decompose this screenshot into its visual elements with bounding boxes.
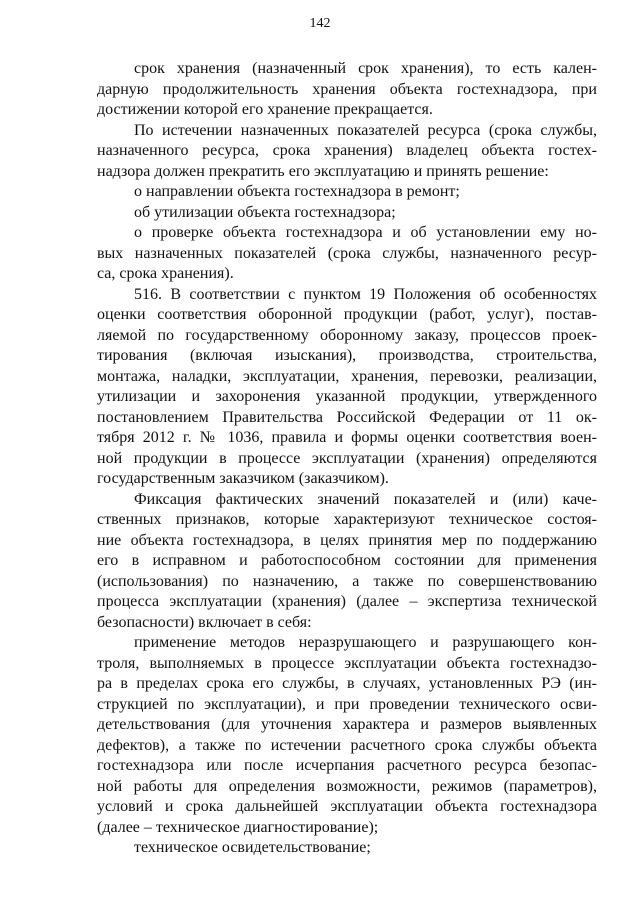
text-line: (далее – техническое диагностирование); (97, 818, 379, 836)
text-line: о направлении объекта гостехнадзора в ремонт; (134, 183, 460, 200)
text-line: тября 2012 г. № 1036, правила и формы оценки соответствия воен- (97, 429, 597, 446)
text-line: монтажа, наладки, эксплуатации, хранения, перевозки, реализации, (97, 367, 597, 385)
text-line: утилизации и захоронения указанной продукции, утвержденного (97, 388, 597, 405)
text-line: процесса эксплуатации (хранения) (далее – экспертиза технической (97, 593, 597, 610)
text-line: надзора должен прекратить его эксплуатацию и принять решение: (97, 162, 549, 180)
text-line: троля, выполняемых в процессе эксплуатации объекта гостехнадзо- (97, 654, 597, 672)
text-line: По истечении назначенных показателей ресурса (срока службы, (134, 121, 597, 139)
text-line: 516. В соответствии с пунктом 19 Положения об особенностях (134, 285, 597, 303)
text-line: срок хранения (назначенный срок хранения), то есть кален- (134, 60, 597, 77)
text-line: об утилизации объекта гостехнадзора; (134, 203, 396, 221)
text-line: ной работы для определения возможности, режимов (параметров), (97, 777, 597, 795)
text-line: условий и срока дальнейшей эксплуатации объекта гостехнадзора (97, 798, 597, 815)
text-line: тирования (включая изыскания), производства, строительства, (97, 347, 597, 364)
text-line: применение методов неразрушающего и разрушающего кон- (134, 634, 597, 651)
text-line: детельствования (для уточнения характера и размеров выявленных (97, 716, 597, 733)
text-line: ние объекта гостехнадзора, в целях принятия мер по поддержанию (97, 531, 597, 549)
text-line: гостехнадзора или после исчерпания расчетного ресурса безопас- (97, 757, 597, 774)
text-line: ственных признаков, которые характеризуют техническое состоя- (97, 511, 597, 528)
text-line: государственным заказчиком (заказчиком). (97, 470, 389, 487)
text-line: струкцией по эксплуатации), и при проведении технического осви- (97, 695, 597, 713)
text-line: оценки соответствия оборонной продукции (работ, услуг), постав- (97, 306, 597, 323)
text-line: ра в пределах срока его службы, в случаях, установленных РЭ (ин- (97, 675, 597, 692)
text-line: постановлением Правительства Российской Федерации от 11 ок- (97, 408, 597, 426)
text-line: безопасности) включает в себя: (97, 613, 312, 631)
text-line: дефектов), а также по истечении расчетного срока службы объекта (97, 736, 597, 754)
text-line: са, срока хранения). (97, 265, 234, 282)
page-number: 142 (309, 16, 331, 31)
text-line: о проверке объекта гостехнадзора и об установлении ему но- (134, 224, 597, 241)
text-line: ной продукции в процессе эксплуатации (хранения) определяются (97, 449, 597, 467)
text-line: дарную продолжительность хранения объекта гостехнадзора, при (97, 80, 597, 98)
text-line: достижении которой его хранение прекращается. (97, 101, 433, 118)
text-line: его в исправном и работоспособном состоянии для применения (97, 552, 597, 569)
text-line: техническое освидетельствование; (134, 839, 371, 856)
body-text (97, 59, 597, 859)
text-line: Фиксация фактических значений показателей и (или) каче- (134, 490, 597, 508)
text-line: (использования) по назначению, а также по совершенствованию (97, 572, 597, 590)
text-line: вых назначенных показателей (срока службы, назначенного ресур- (97, 244, 597, 262)
text-line: ляемой по государственному оборонному заказу, процессов проек- (97, 326, 597, 344)
text-line: назначенного ресурса, срока хранения) владелец объекта гостех- (97, 142, 597, 159)
